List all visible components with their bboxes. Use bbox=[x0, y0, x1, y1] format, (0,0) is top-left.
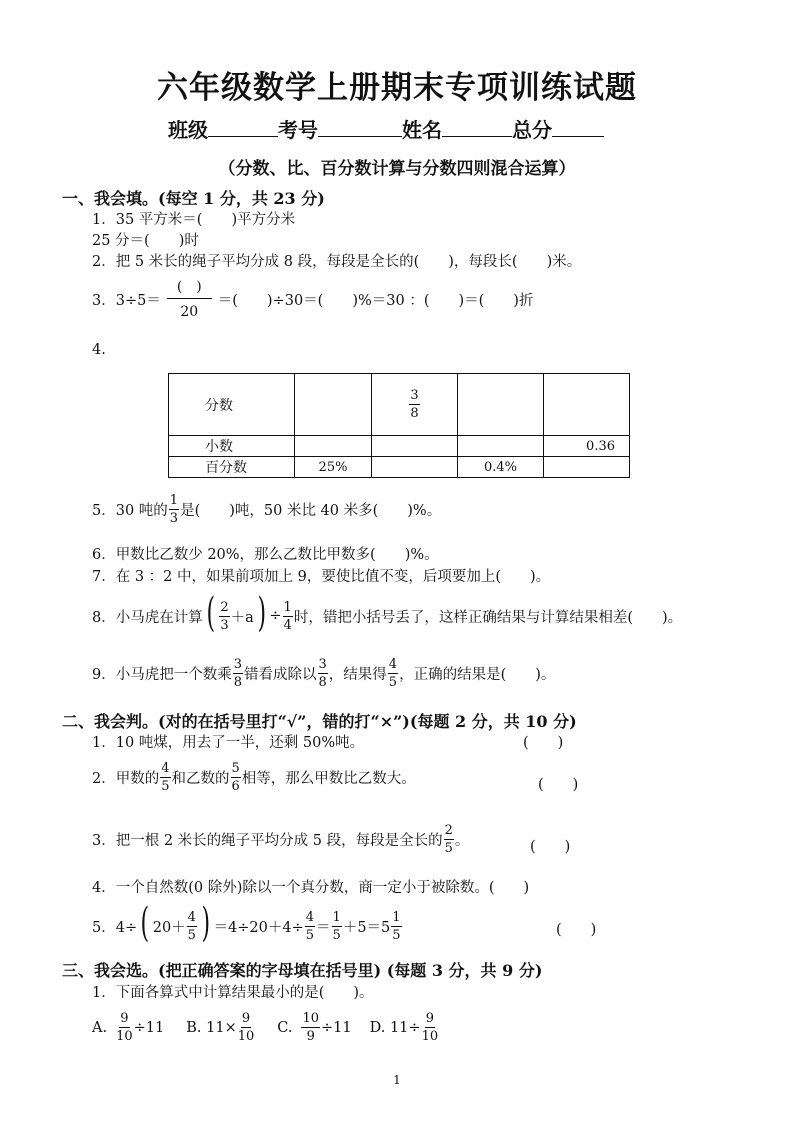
question-1-3 bbox=[92, 280, 533, 319]
q3-denominator: 5 bbox=[444, 841, 453, 856]
conversion-table bbox=[168, 373, 630, 478]
q5-text-a: 5．4÷ bbox=[92, 919, 138, 936]
question-1-5 bbox=[92, 494, 441, 525]
table-label-decimal: 小数 bbox=[169, 436, 295, 457]
option-d[interactable] bbox=[370, 1012, 439, 1043]
q8-plus-a: ＋a bbox=[230, 609, 254, 626]
page-title: 六年级数学上册期末专项训练试题 bbox=[157, 70, 637, 106]
question-1-9 bbox=[92, 658, 555, 689]
option-b-numerator: 9 bbox=[241, 1011, 251, 1026]
name-blank[interactable] bbox=[442, 118, 512, 137]
section-3-heading: 三、我会选。(把正确答案的字母填在括号里) (每题 3 分，共 9 分) bbox=[62, 961, 543, 980]
answer-paren[interactable]: ( ) bbox=[530, 839, 571, 855]
question-1-2: 2．把 5 米长的绳子平均分成 8 段，每段是全长的( )，每段长( )米。 bbox=[92, 254, 582, 270]
q5-denominator-4: 5 bbox=[392, 927, 401, 943]
table-cell-decimal: 0.36 bbox=[544, 436, 630, 457]
option-c[interactable] bbox=[277, 1012, 351, 1043]
score-label: 总分 bbox=[512, 118, 552, 142]
table-cell-percent: 0.4% bbox=[458, 457, 544, 478]
q9-numerator-1: 3 bbox=[233, 657, 243, 672]
question-2-3 bbox=[92, 824, 469, 855]
exam-no-label: 考号 bbox=[278, 118, 318, 142]
q9-text-c: ，结果得 bbox=[328, 667, 387, 683]
table-cell[interactable] bbox=[544, 457, 630, 478]
q9-numerator-3: 4 bbox=[388, 657, 398, 672]
exam-no-blank[interactable] bbox=[318, 118, 402, 137]
table-cell[interactable] bbox=[372, 457, 458, 478]
q9-text-b: 错看成除以 bbox=[244, 667, 317, 683]
option-a-rest: ÷11 bbox=[133, 1019, 165, 1036]
q5-numerator: 1 bbox=[169, 493, 179, 508]
table-cell-percent: 25% bbox=[295, 457, 372, 478]
q3-text-a: 3．把一根 2 米长的绳子平均分成 5 段，每段是全长的 bbox=[92, 833, 443, 849]
left-paren: ( bbox=[206, 590, 215, 636]
table-cell-fraction bbox=[372, 374, 458, 436]
q5-numerator-1: 4 bbox=[187, 909, 196, 925]
q8-text-a: 8．小马虎在计算 bbox=[92, 609, 203, 626]
q5-numerator-4: 1 bbox=[392, 909, 401, 925]
answer-paren[interactable]: ( ) bbox=[538, 777, 579, 793]
q8-numerator-2: 1 bbox=[283, 599, 292, 615]
question-1-4: 4. bbox=[92, 342, 106, 358]
name-label: 姓名 bbox=[402, 118, 442, 142]
q2-denominator-2: 6 bbox=[231, 779, 240, 794]
q9-numerator-2: 3 bbox=[318, 657, 327, 672]
question-3-1: 1．下面各算式中计算结果最小的是( )。 bbox=[92, 985, 374, 1001]
table-cell[interactable] bbox=[295, 436, 372, 457]
q5-denominator-2: 5 bbox=[305, 927, 315, 943]
question-2-2 bbox=[92, 762, 416, 793]
q5-denominator-1: 5 bbox=[187, 927, 196, 943]
section-1-heading: 一、我会填。(每空 1 分，共 23 分) bbox=[62, 189, 325, 208]
q9-denominator-2: 8 bbox=[318, 675, 327, 690]
page-number: 1 bbox=[393, 1073, 401, 1087]
q3-text-b: 。 bbox=[454, 833, 470, 849]
question-1-7: 7．在 3 ：2 中，如果前项加上 9，要使比值不变，后项要加上( )。 bbox=[92, 569, 551, 585]
q5-equals: ＝ bbox=[316, 919, 331, 936]
option-a-denominator: 10 bbox=[116, 1029, 133, 1044]
q3-denominator: 20 bbox=[180, 304, 199, 320]
option-d-label: D. 11÷ bbox=[369, 1019, 421, 1036]
table-label-percent: 百分数 bbox=[169, 457, 295, 478]
q5-numerator-2: 4 bbox=[305, 909, 315, 925]
q9-denominator-3: 5 bbox=[388, 675, 398, 690]
option-b[interactable] bbox=[186, 1012, 255, 1043]
question-1-1b: 25 分＝( )时 bbox=[92, 233, 199, 249]
option-c-rest: ÷11 bbox=[321, 1019, 352, 1036]
question-2-5 bbox=[92, 900, 403, 946]
q8-numerator-1: 2 bbox=[220, 599, 229, 615]
q3-prefix: 3．3÷5＝ bbox=[92, 293, 161, 309]
question-1-6: 6．甲数比乙数少 20%，那么乙数比甲数多( )%。 bbox=[92, 547, 439, 563]
table-cell[interactable] bbox=[372, 436, 458, 457]
table-frac-denominator: 8 bbox=[410, 406, 419, 421]
option-b-denominator: 10 bbox=[237, 1029, 255, 1044]
q5-denominator: 3 bbox=[169, 511, 179, 526]
q2-denominator-1: 5 bbox=[161, 779, 170, 794]
answer-paren[interactable]: ( ) bbox=[523, 735, 564, 751]
table-cell[interactable] bbox=[458, 374, 544, 436]
right-paren: ) bbox=[257, 590, 266, 636]
q5-text-d: ＋5＝5 bbox=[342, 919, 391, 936]
q2-numerator-1: 4 bbox=[161, 761, 170, 776]
q9-text-a: 9．小马虎把一个数乘 bbox=[92, 667, 232, 683]
option-c-label: C. bbox=[277, 1019, 293, 1036]
option-d-denominator: 10 bbox=[421, 1029, 439, 1044]
q2-text-a: 2．甲数的 bbox=[92, 771, 160, 787]
q5-text-a: 5．30 吨的 bbox=[92, 503, 168, 519]
table-frac-numerator: 3 bbox=[410, 388, 419, 403]
question-1-8 bbox=[92, 590, 683, 636]
q5-numerator-3: 1 bbox=[332, 909, 341, 925]
q8-divide: ÷ bbox=[269, 608, 282, 624]
question-2-4: 4．一个自然数(0 除外)除以一个真分数，商一定小于被除数。( ) bbox=[92, 880, 530, 896]
option-a-label: A. bbox=[92, 1019, 108, 1036]
q2-text-c: 相等，那么甲数比乙数大。 bbox=[241, 771, 416, 787]
question-3-1-options bbox=[92, 1012, 439, 1043]
q5-text-b: 是( )吨，50 米比 40 米多( )%。 bbox=[180, 503, 442, 519]
class-blank[interactable] bbox=[208, 118, 278, 137]
q5-text-b: 20＋ bbox=[152, 919, 186, 936]
option-b-label: B. 11× bbox=[186, 1019, 237, 1036]
q3-fraction bbox=[167, 280, 212, 319]
q8-denominator-2: 4 bbox=[283, 617, 292, 633]
answer-paren[interactable]: ( ) bbox=[556, 922, 597, 938]
table-label-fraction: 分数 bbox=[169, 374, 295, 436]
q3-numerator: ( ) bbox=[167, 280, 212, 299]
section-2-heading: 二、我会判。(对的在括号里打“√”，错的打“×”)(每题 2 分，共 10 分) bbox=[62, 712, 577, 731]
student-info-line bbox=[168, 114, 604, 143]
table-cell[interactable] bbox=[295, 374, 372, 436]
score-blank[interactable] bbox=[552, 118, 604, 137]
question-1-1a: 1．35 平方米＝( )平方分米 bbox=[92, 212, 296, 228]
q8-denominator-1: 3 bbox=[220, 617, 229, 633]
subtitle: （分数、比、百分数计算与分数四则混合运算） bbox=[218, 159, 576, 179]
q3-suffix: ＝( )÷30＝( )%＝30 ：( )＝( )折 bbox=[217, 293, 534, 309]
q9-denominator-1: 8 bbox=[233, 675, 243, 690]
q8-text-b: 时，错把小括号丢了，这样正确结果与计算结果相差( )。 bbox=[293, 609, 683, 626]
q9-text-d: ，正确的结果是( )。 bbox=[399, 667, 556, 683]
option-c-numerator: 10 bbox=[302, 1011, 320, 1026]
q3-numerator: 2 bbox=[444, 823, 453, 838]
option-a[interactable] bbox=[92, 1012, 164, 1043]
table-cell[interactable] bbox=[544, 374, 630, 436]
q2-numerator-2: 5 bbox=[231, 761, 240, 776]
option-d-numerator: 9 bbox=[425, 1011, 434, 1026]
q2-text-b: 和乙数的 bbox=[171, 771, 230, 787]
question-2-1: 1．10 吨煤，用去了一半，还剩 50%吨。 bbox=[92, 735, 365, 751]
left-paren: ( bbox=[140, 900, 150, 946]
table-cell[interactable] bbox=[458, 436, 544, 457]
class-label: 班级 bbox=[168, 118, 208, 142]
option-c-denominator: 9 bbox=[306, 1029, 315, 1044]
option-a-numerator: 9 bbox=[120, 1011, 129, 1026]
q5-text-c: ＝4÷20＋4÷ bbox=[213, 919, 304, 936]
right-paren: ) bbox=[201, 900, 211, 946]
q5-denominator-3: 5 bbox=[332, 927, 341, 943]
